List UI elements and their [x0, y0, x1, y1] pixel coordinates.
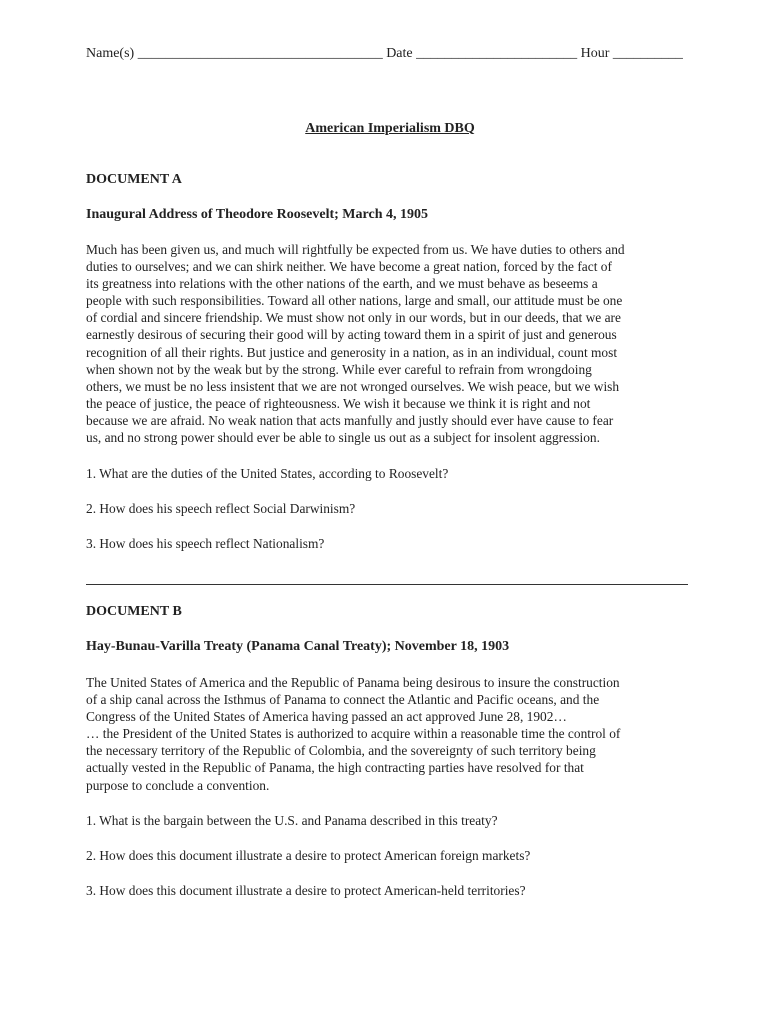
passage-line: when shown not by the weak but by the strong. While ever careful to refrain from wrongdoing: [86, 361, 592, 377]
passage-line: its greatness into relations with the other nations of the earth, and we must behave as beseems a: [86, 276, 598, 292]
document-a-question-2: 2. How does his speech reflect Social Darwinism?: [86, 501, 356, 516]
passage-line: duties to ourselves; and we can shirk neither. We have become a great nation, forced by the fact of: [86, 259, 612, 275]
document-b-heading: DOCUMENT B: [86, 604, 182, 619]
passage-line: people with such responsibilities. Toward all other nations, large and small, our attitude must be one: [86, 293, 623, 309]
document-b-question-1: 1. What is the bargain between the U.S. and Panama described in this treaty?: [86, 813, 498, 828]
document-b-question-2: 2. How does this document illustrate a desire to protect American foreign markets?: [86, 848, 531, 863]
passage-line: Much has been given us, and much will rightfully be expected from us. We have duties to others and: [86, 242, 625, 257]
name-date-hour-line: Name(s) ___________________________________ Date _______________________ Hour __________: [86, 46, 683, 61]
passage-line: actually vested in the Republic of Panama, the high contracting parties have resolved for that: [86, 760, 584, 776]
passage-line: of cordial and sincere friendship. We must show not only in our words, but in our deeds, that we are: [86, 310, 621, 326]
passage-line: of a ship canal across the Isthmus of Panama to connect the Atlantic and Pacific oceans, and the: [86, 692, 600, 708]
document-b-question-3: 3. How does this document illustrate a desire to protect American-held territories?: [86, 883, 526, 898]
passage-line: because we are afraid. No weak nation that acts manfully and justly should ever have cause to fear: [86, 412, 614, 428]
passage-line: the peace of justice, the peace of righteousness. We wish it because we think it is right and not: [86, 395, 591, 411]
document-a-question-3: 3. How does his speech reflect Nationalism?: [86, 536, 325, 551]
document-b-source: Hay-Bunau-Varilla Treaty (Panama Canal Treaty); November 18, 1903: [86, 639, 510, 654]
document-b-passage: [86, 674, 698, 794]
passage-line: us, and no strong power should ever be able to single us out as a subject for insolent aggression.: [86, 430, 600, 446]
passage-line: recognition of all their rights. But justice and generosity in a nation, as in an individual, count most: [86, 344, 618, 360]
document-a-question-1: 1. What are the duties of the United States, according to Roosevelt?: [86, 466, 449, 481]
passage-line: The United States of America and the Republic of Panama being desirous to insure the construction: [86, 675, 620, 690]
document-a-heading: DOCUMENT A: [86, 172, 182, 187]
passage-line: purpose to conclude a convention.: [86, 777, 270, 793]
passage-line: Congress of the United States of America having passed an act approved June 28, 1902…: [86, 709, 567, 725]
passage-line: the necessary territory of the Republic of Colombia, and the sovereignty of such territory being: [86, 743, 596, 759]
passage-line: others, we must be no less insistent that we are not wronged ourselves. We wish peace, but we wish: [86, 378, 620, 394]
document-a-source: Inaugural Address of Theodore Roosevelt; March 4, 1905: [86, 207, 428, 222]
passage-line: … the President of the United States is authorized to acquire within a reasonable time the control of: [86, 726, 621, 742]
passage-line: earnestly desirous of securing their good will by acting toward them in a spirit of just and generous: [86, 327, 617, 343]
document-a-passage: [86, 241, 698, 446]
worksheet-title: American Imperialism DBQ: [305, 121, 475, 136]
section-divider: [86, 584, 688, 585]
